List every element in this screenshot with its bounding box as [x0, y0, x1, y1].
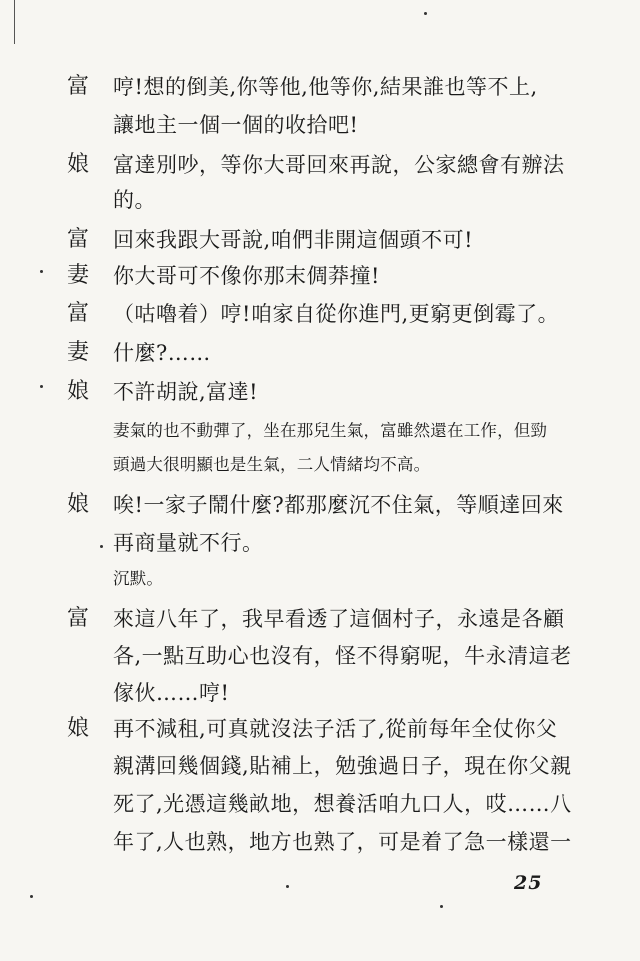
dialogue-line: 你大哥可不像你那末倜莽撞!: [113, 264, 380, 288]
dialogue-line: （咕嚕着）哼!咱家自從你進門,更窮更倒霉了。: [113, 302, 560, 326]
dialogue-line: 不許胡說,富達!: [113, 380, 259, 404]
dialogue-line: 唉!一家子鬧什麼?都那麼沉不住氣，等順達回來: [113, 493, 564, 517]
print-speck: [40, 270, 43, 273]
dialogue-line: 什麼?……: [113, 341, 211, 365]
speaker-label: 妻: [66, 263, 89, 288]
print-speck: [30, 895, 33, 898]
page-edge-line: [14, 0, 15, 44]
speaker-label: 妻: [66, 340, 89, 365]
print-speck: [286, 885, 289, 888]
dialogue-line: 富達別吵，等你大哥回來再說，公家總會有辦法: [113, 153, 565, 177]
dialogue-line: 再不減租,可真就沒法子活了,從前每年全仗你父: [113, 717, 558, 741]
print-speck: [100, 545, 103, 548]
dialogue-line: 傢伙……哼!: [113, 681, 230, 705]
speaker-label: 富: [66, 74, 89, 99]
dialogue-line: 親溝回幾個錢,貼補上，勉強過日子，現在你父親: [113, 754, 572, 778]
dialogue-line: 來這八年了，我早看透了這個村子，永遠是各顧: [113, 607, 565, 631]
speaker-label: 娘: [66, 716, 89, 741]
print-speck: [440, 905, 443, 908]
speaker-label: 富: [66, 606, 89, 631]
speaker-label: 富: [66, 301, 89, 326]
speaker-label: 娘: [66, 492, 89, 517]
dialogue-line: 讓地主一個一個的收拾吧!: [113, 113, 359, 137]
dialogue-line: 回來我跟大哥說,咱們非開這個頭不可!: [113, 228, 474, 252]
speaker-label: 富: [66, 227, 89, 252]
print-speck: [40, 385, 43, 388]
dialogue-line: 哼!想的倒美,你等他,他等你,結果誰也等不上,: [113, 75, 538, 99]
speaker-label: 娘: [66, 152, 89, 177]
dialogue-line: 再商量就不行。: [113, 531, 264, 555]
speaker-label: 娘: [66, 379, 89, 404]
stage-direction-line: 妻氣的也不動彈了，坐在那兒生氣，富雖然還在工作，但勁: [113, 421, 548, 440]
page-number: 25: [514, 872, 543, 894]
stage-direction-line: 頭過大很明顯也是生氣，二人情緒均不高。: [113, 455, 431, 474]
dialogue-line: 死了,光憑這幾畝地，想養活咱九口人，哎……八: [113, 792, 572, 816]
dialogue-line: 各,一點互助心也沒有，怪不得窮呢，牛永清這老: [113, 644, 572, 668]
dialogue-line: 的。: [113, 188, 156, 212]
print-speck: [424, 12, 427, 15]
stage-direction-line: 沉默。: [113, 569, 164, 588]
dialogue-line: 年了,人也熟，地方也熟了，可是着了急一樣還一: [113, 830, 572, 854]
